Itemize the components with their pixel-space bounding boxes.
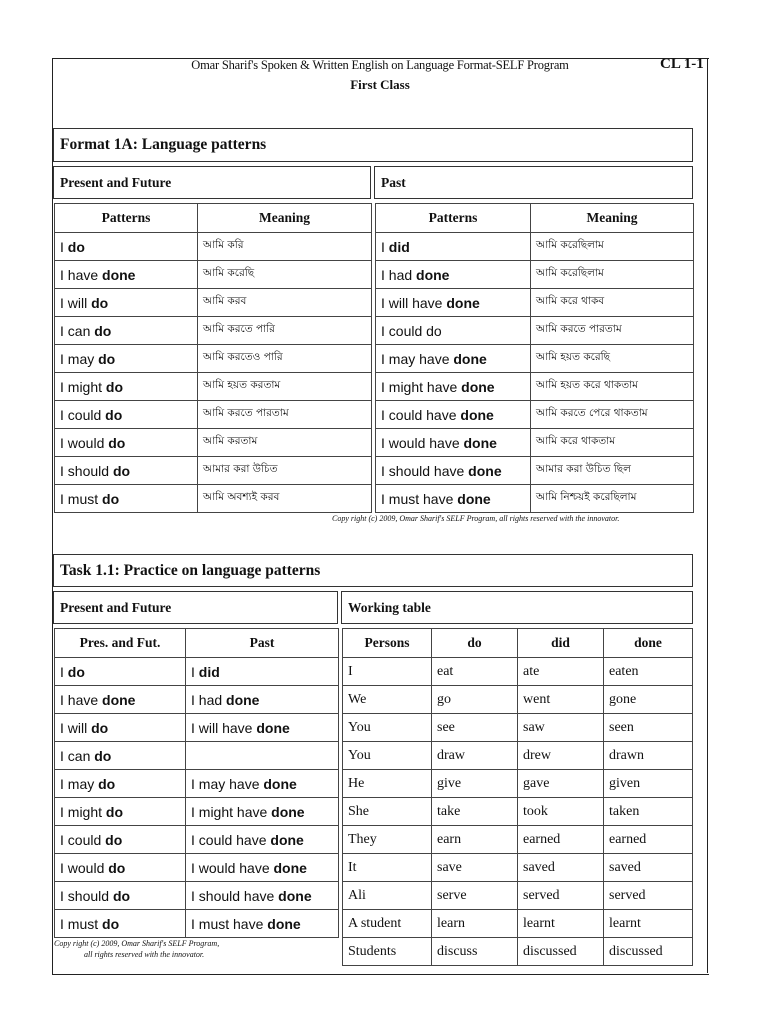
col-patterns: Patterns [376, 204, 531, 233]
pattern-row [55, 373, 372, 401]
person-cell: It [343, 854, 432, 882]
pattern-cell [55, 658, 186, 686]
done-cell: learnt [604, 910, 693, 938]
meaning-cell: আমি করে থাকতাম [531, 429, 694, 457]
person-cell: Students [343, 938, 432, 966]
pattern-row [55, 289, 372, 317]
meaning-cell: আমি হয়ত করে থাকতাম [531, 373, 694, 401]
pattern-cell [55, 714, 186, 742]
person-cell: They [343, 826, 432, 854]
pattern-cell [376, 317, 531, 345]
did-cell: took [518, 798, 604, 826]
pattern-cell [55, 429, 198, 457]
col-did: did [518, 629, 604, 658]
pattern-verb: do [105, 803, 124, 820]
format-title: Format 1A: Language patterns [53, 128, 693, 162]
practice-row [55, 798, 339, 826]
pattern-text: I have [60, 691, 103, 708]
did-cell: earned [518, 826, 604, 854]
meaning-cell: আমি করতেও পারি [198, 345, 372, 373]
pattern-text: I may [60, 775, 99, 792]
meaning-cell: আমি করেছি [198, 261, 372, 289]
pattern-cell [55, 742, 186, 770]
pattern-verb: do [94, 322, 112, 339]
pattern-text: I can [60, 747, 95, 764]
pattern-cell [376, 345, 531, 373]
pattern-cell [376, 261, 531, 289]
person-cell: A student [343, 910, 432, 938]
pattern-cell [55, 910, 186, 938]
pattern-verb: do [108, 434, 126, 451]
pattern-text: I can [60, 322, 95, 339]
pattern-cell [186, 854, 339, 882]
pattern-text: I would [60, 859, 109, 876]
person-cell: You [343, 742, 432, 770]
did-cell: discussed [518, 938, 604, 966]
pattern-verb: done [271, 803, 305, 820]
pattern-verb: done [226, 691, 260, 708]
pattern-verb: do [98, 775, 116, 792]
col-persons: Persons [343, 629, 432, 658]
pattern-cell [55, 798, 186, 826]
pattern-cell [186, 826, 339, 854]
meaning-cell: আমি করেছিলাম [531, 261, 694, 289]
done-cell: served [604, 882, 693, 910]
do-cell: draw [432, 742, 518, 770]
pattern-row [55, 261, 372, 289]
practice-row [55, 854, 339, 882]
did-cell: learnt [518, 910, 604, 938]
meaning-cell: আমি করি [198, 233, 372, 261]
meaning-cell: আমি করতে পারতাম [198, 401, 372, 429]
did-cell: served [518, 882, 604, 910]
working-row [343, 826, 693, 854]
do-cell: save [432, 854, 518, 882]
do-cell: take [432, 798, 518, 826]
pattern-cell [55, 373, 198, 401]
pattern-verb: do [108, 859, 126, 876]
done-cell: given [604, 770, 693, 798]
pattern-row [376, 345, 694, 373]
task-present-heading: Present and Future [53, 591, 338, 624]
meaning-cell: আমি করতে পারি [198, 317, 372, 345]
pattern-verb: do [105, 831, 123, 848]
practice-row [55, 742, 339, 770]
working-table [342, 628, 693, 966]
did-cell: saved [518, 854, 604, 882]
done-cell: earned [604, 826, 693, 854]
working-row [343, 882, 693, 910]
person-cell: You [343, 714, 432, 742]
pattern-text: I [191, 663, 199, 680]
pattern-cell [376, 401, 531, 429]
pattern-verb: done [453, 350, 487, 367]
pattern-verb: do [105, 406, 123, 423]
did-cell: gave [518, 770, 604, 798]
pattern-cell [55, 485, 198, 513]
pattern-verb: do [102, 915, 120, 932]
pattern-verb: did [198, 663, 220, 680]
pattern-text: I [381, 238, 389, 255]
working-row [343, 686, 693, 714]
pattern-text: I would have [191, 859, 274, 876]
person-cell: He [343, 770, 432, 798]
pattern-cell [55, 826, 186, 854]
do-cell: eat [432, 658, 518, 686]
pattern-text: I have [60, 266, 103, 283]
col-past: Past [186, 629, 339, 658]
pattern-verb: do [91, 294, 109, 311]
pattern-verb: done [460, 406, 494, 423]
pattern-text: I must have [191, 915, 268, 932]
working-row [343, 938, 693, 966]
col-pres-fut: Pres. and Fut. [55, 629, 186, 658]
pattern-verb: do [102, 490, 120, 507]
meaning-cell: আমার করা উচিত ছিল [531, 457, 694, 485]
pattern-text: I should [60, 462, 113, 479]
pattern-text: I had [191, 691, 227, 708]
pattern-verb: done [270, 831, 304, 848]
format-copyright: Copy right (c) 2009, Omar Sharif's SELF Program, all rights reserved with the innovator. [332, 514, 620, 523]
pattern-cell [376, 289, 531, 317]
pattern-verb: done [102, 266, 136, 283]
pattern-text: I must have [381, 490, 458, 507]
pattern-verb: do [67, 238, 85, 255]
pattern-text: I [60, 238, 68, 255]
pattern-row [376, 261, 694, 289]
pattern-verb: done [457, 490, 491, 507]
pattern-cell [376, 429, 531, 457]
done-cell: saved [604, 854, 693, 882]
class-code: CL 1-1 [660, 56, 704, 72]
pattern-verb: done [102, 691, 136, 708]
do-cell: serve [432, 882, 518, 910]
done-cell: discussed [604, 938, 693, 966]
pattern-verb: do [67, 663, 85, 680]
pattern-verb: do [105, 378, 124, 395]
page-frame-right [707, 58, 708, 973]
pattern-verb: done [446, 294, 480, 311]
pattern-text: I will have [191, 719, 257, 736]
do-cell: discuss [432, 938, 518, 966]
col-meaning: Meaning [198, 204, 372, 233]
pattern-verb: done [461, 378, 495, 395]
pattern-verb: do [94, 747, 112, 764]
task-copyright-line1: Copy right (c) 2009, Omar Sharif's SELF Program, [54, 939, 220, 948]
done-cell: eaten [604, 658, 693, 686]
pattern-cell [55, 882, 186, 910]
pattern-verb: done [468, 462, 502, 479]
pattern-row [376, 373, 694, 401]
practice-row [55, 770, 339, 798]
working-table-heading: Working table [341, 591, 693, 624]
pattern-verb: done [463, 434, 497, 451]
pattern-cell [55, 854, 186, 882]
pattern-text: I might [60, 803, 106, 820]
person-cell: Ali [343, 882, 432, 910]
pattern-verb: done [267, 915, 301, 932]
practice-row [55, 910, 339, 938]
working-row [343, 714, 693, 742]
pattern-text: I must [60, 915, 103, 932]
do-cell: give [432, 770, 518, 798]
practice-row [55, 658, 339, 686]
pattern-cell [186, 658, 339, 686]
meaning-cell: আমি করে থাকব [531, 289, 694, 317]
pattern-cell [186, 882, 339, 910]
present-patterns-table [54, 203, 372, 513]
pattern-verb: do [112, 887, 131, 904]
pattern-verb: did [388, 238, 410, 255]
pattern-row [376, 233, 694, 261]
pattern-row [55, 317, 372, 345]
pattern-text: I will [60, 294, 92, 311]
pattern-text: I might [60, 378, 106, 395]
meaning-cell: আমি নিশ্চয়ই করেছিলাম [531, 485, 694, 513]
pattern-cell [186, 770, 339, 798]
pattern-cell [55, 289, 198, 317]
working-row [343, 770, 693, 798]
pattern-cell [55, 686, 186, 714]
pattern-verb: done [256, 719, 290, 736]
program-title: Omar Sharif's Spoken & Written English on Language Format-SELF Program [191, 58, 569, 72]
practice-table [54, 628, 339, 938]
pattern-verb: done [278, 887, 312, 904]
done-cell: drawn [604, 742, 693, 770]
pattern-cell [55, 457, 198, 485]
pattern-text: I will have [381, 294, 447, 311]
pattern-text: I could have [381, 406, 461, 423]
do-cell: learn [432, 910, 518, 938]
pattern-row [55, 345, 372, 373]
col-meaning: Meaning [531, 204, 694, 233]
meaning-cell: আমি করব [198, 289, 372, 317]
person-cell: I [343, 658, 432, 686]
pattern-text: I might have [381, 378, 462, 395]
pattern-text: I could [60, 406, 106, 423]
pattern-cell [186, 910, 339, 938]
meaning-cell: আমি অবশ্যই করব [198, 485, 372, 513]
pattern-text: I had [381, 266, 417, 283]
do-cell: earn [432, 826, 518, 854]
col-done: done [604, 629, 693, 658]
pattern-verb: done [263, 775, 297, 792]
pattern-cell [55, 770, 186, 798]
meaning-cell: আমি করেছিলাম [531, 233, 694, 261]
pattern-cell [186, 714, 339, 742]
did-cell: ate [518, 658, 604, 686]
pattern-row [376, 289, 694, 317]
task-copyright-line2: all rights reserved with the innovator. [84, 950, 205, 959]
person-cell: We [343, 686, 432, 714]
col-patterns: Patterns [55, 204, 198, 233]
working-row [343, 742, 693, 770]
pattern-cell [376, 233, 531, 261]
pattern-text: I should [60, 887, 113, 904]
pattern-cell [55, 261, 198, 289]
pattern-cell [55, 401, 198, 429]
did-cell: saw [518, 714, 604, 742]
class-title: First Class [350, 77, 410, 92]
did-cell: drew [518, 742, 604, 770]
task-title: Task 1.1: Practice on language patterns [53, 554, 693, 587]
person-cell: She [343, 798, 432, 826]
pattern-cell [55, 345, 198, 373]
present-future-heading: Present and Future [53, 166, 371, 199]
working-row [343, 658, 693, 686]
working-row [343, 798, 693, 826]
working-row [343, 910, 693, 938]
pattern-cell [376, 485, 531, 513]
pattern-text: I could [60, 831, 106, 848]
pattern-row [55, 457, 372, 485]
pattern-row [376, 401, 694, 429]
meaning-cell: আমি হয়ত করতাম [198, 373, 372, 401]
pattern-cell [376, 457, 531, 485]
pattern-text: I will [60, 719, 92, 736]
pattern-row [55, 401, 372, 429]
pattern-cell [186, 798, 339, 826]
pattern-text: I could do [381, 322, 442, 339]
pattern-verb: done [273, 859, 307, 876]
practice-row [55, 882, 339, 910]
col-do: do [432, 629, 518, 658]
past-patterns-table [375, 203, 694, 513]
done-cell: seen [604, 714, 693, 742]
pattern-text: I may [60, 350, 99, 367]
pattern-cell [186, 742, 339, 770]
pattern-text: I must [60, 490, 103, 507]
pattern-verb: do [112, 462, 131, 479]
pattern-row [376, 317, 694, 345]
pattern-cell [55, 317, 198, 345]
done-cell: gone [604, 686, 693, 714]
meaning-cell: আমি করতে পারতাম [531, 317, 694, 345]
do-cell: go [432, 686, 518, 714]
do-cell: see [432, 714, 518, 742]
pattern-row [376, 457, 694, 485]
working-row [343, 854, 693, 882]
did-cell: went [518, 686, 604, 714]
pattern-text: I may have [381, 350, 454, 367]
pattern-row [376, 429, 694, 457]
pattern-row [55, 485, 372, 513]
pattern-verb: done [416, 266, 450, 283]
pattern-verb: do [91, 719, 109, 736]
meaning-cell: আমি হয়ত করেছি [531, 345, 694, 373]
pattern-text: I could have [191, 831, 271, 848]
pattern-cell [55, 233, 198, 261]
done-cell: taken [604, 798, 693, 826]
meaning-cell: আমার করা উচিত [198, 457, 372, 485]
pattern-text: I should have [191, 887, 279, 904]
pattern-row [376, 485, 694, 513]
pattern-cell [376, 373, 531, 401]
past-heading: Past [374, 166, 693, 199]
pattern-verb: do [98, 350, 116, 367]
pattern-text: I [60, 663, 68, 680]
pattern-text: I might have [191, 803, 272, 820]
pattern-row [55, 233, 372, 261]
meaning-cell: আমি করতাম [198, 429, 372, 457]
practice-row [55, 686, 339, 714]
pattern-row [55, 429, 372, 457]
pattern-text: I should have [381, 462, 469, 479]
meaning-cell: আমি করতে পেরে থাকতাম [531, 401, 694, 429]
practice-row [55, 714, 339, 742]
practice-row [55, 826, 339, 854]
pattern-text: I would have [381, 434, 464, 451]
pattern-cell [186, 686, 339, 714]
pattern-text: I may have [191, 775, 264, 792]
pattern-text: I would [60, 434, 109, 451]
